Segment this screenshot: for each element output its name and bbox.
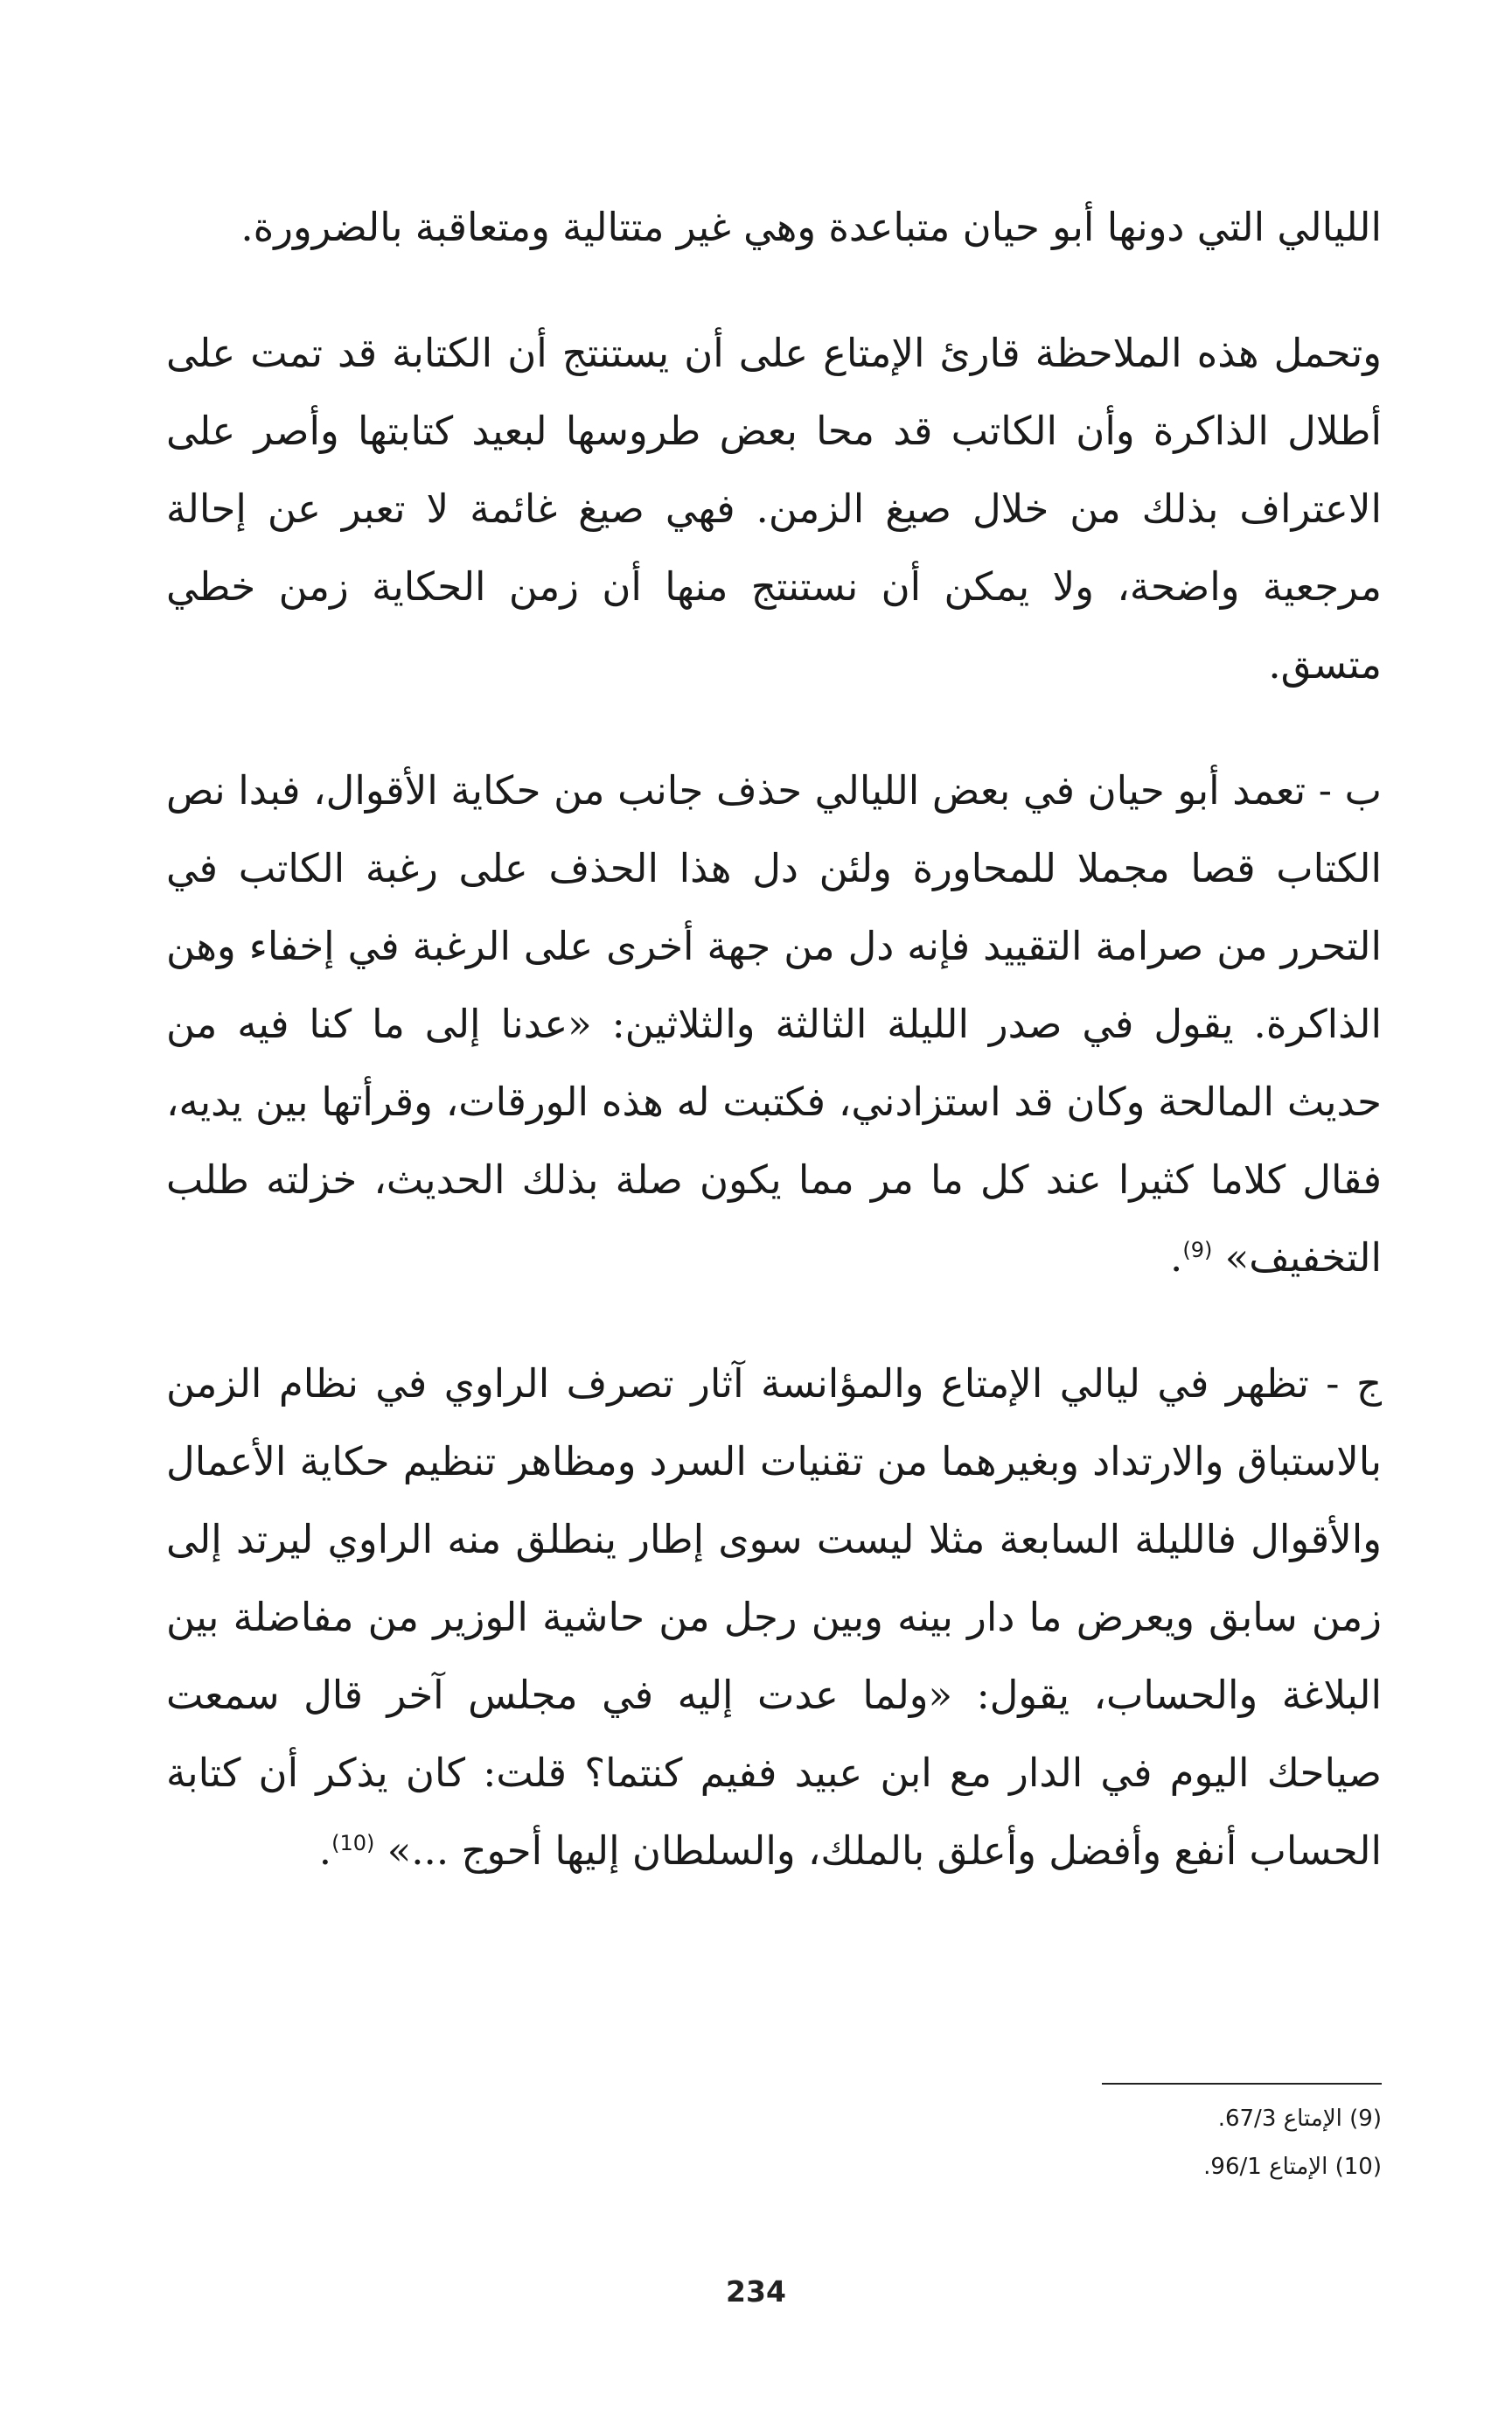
paragraph-4: ج - تظهر في ليالي الإمتاع والمؤانسة آثار تصرف الراوي في نظام الزمن بالاستباق والارتداد وبغيرهما من تقنيات السرد ومظاهر تنظيم حكاية الأعمال والأقوال فالليلة السابعة مثلا ليست سوى إطار ينطلق منه الراوي ليرتد إلى زمن سابق ويعرض ما دار بينه وبين رجل من حاشية الوزير من مفاضلة بين البلاغة والحساب، يقول: «ولما عدت إليه في مجلس آخر قال سمعت صياحك اليوم في الدار مع ابن عبيد ففيم كنتما؟ قلت: كان يذكر أن كتابة الحساب أنفع وأفضل وأعلق بالملك، والسلطان إليها أحوج ...» $^{(10)}$. (166, 1360, 1382, 1874)
paragraph-3: ب - تعمد أبو حيان في بعض الليالي حذف جانب من حكاية الأقوال، فبدا نص الكتاب قصا مجملا للمحاورة ولئن دل هذا الحذف على رغبة الكاتب في التحرر من صرامة التقييد فإنه دل من جهة أخرى على الرغبة في إخفاء وهن الذاكرة. يقول في صدر الليلة الثالثة والثلاثين: «عدنا إلى ما كنا فيه من حديث المالحة وكان قد استزادني، فكتبت له هذه الورقات، وقرأتها بين يديه، فقال كلاما كثيرا عند كل ما مر مما يكون صلة بذلك الحديث، خزلته طلب التخفيف» $^{(9)}$. (166, 767, 1382, 1281)
footnote-ref-10: (10) (331, 1831, 375, 1855)
footnote-9: (9) الإمتاع 67/3. (1217, 2106, 1382, 2132)
page-number: 234 (726, 2274, 786, 2309)
main-text (166, 188, 1382, 1890)
paragraph-2 (166, 314, 1382, 703)
paragraph-1-text: الليالي التي دونها أبو حيان متباعدة وهي غير متتالية ومتعاقبة بالضرورة. (240, 204, 1382, 250)
paragraph-3-text: ب - تعمد أبو حيان في بعض الليالي حذف جانب من حكاية الأقوال، فبدا نص الكتاب قصا مجملا للمحاورة ولئن دل هذا الحذف على رغبة الكاتب في التحرر من صرامة التقييد فإنه دل من جهة أخرى على الرغبة في إخفاء وهن الذاكرة. يقول في صدر الليلة الثالثة والثلاثين: «عدنا إلى ما كنا فيه من حديث المالحة وكان قد استزادني، فكتبت له هذه الورقات، وقرأتها بين يديه، فقال كلاما كثيرا عند كل ما مر مما يكون صلة بذلك الحديث، خزلته طلب التخفيف» (166, 767, 1382, 1281)
footnote-ref-9: (9) (1182, 1238, 1213, 1262)
paragraph-2-text: وتحمل هذه الملاحظة قارئ الإمتاع على أن يستنتج أن الكتابة قد تمت على أطلال الذاكرة وأن الكاتب قد محا بعض طروسها لبعيد كتابتها وأصر على الاعتراف بذلك من خلال صيغ الزمن. فهي صيغ غائمة لا تعبر عن إحالة مرجعية واضحة، ولا يمكن أن نستنتج منها أن زمن الحكاية زمن خطي متسق. (166, 330, 1382, 688)
footnotes (962, 2095, 1382, 2191)
paragraph-1 (166, 188, 1382, 266)
footnote-10: (10) الإمتاع 96/1. (1203, 2154, 1382, 2180)
footnote-divider (1102, 2083, 1382, 2085)
paragraph-4-text: ج - تظهر في ليالي الإمتاع والمؤانسة آثار تصرف الراوي في نظام الزمن بالاستباق والارتداد وبغيرهما من تقنيات السرد ومظاهر تنظيم حكاية الأعمال والأقوال فالليلة السابعة مثلا ليست سوى إطار ينطلق منه الراوي ليرتد إلى زمن سابق ويعرض ما دار بينه وبين رجل من حاشية الوزير من مفاضلة بين البلاغة والحساب، يقول: «ولما عدت إليه في مجلس آخر قال سمعت صياحك اليوم في الدار مع ابن عبيد ففيم كنتما؟ قلت: كان يذكر أن كتابة الحساب أنفع وأفضل وأعلق بالملك، والسلطان إليها أحوج ...» (166, 1360, 1382, 1874)
